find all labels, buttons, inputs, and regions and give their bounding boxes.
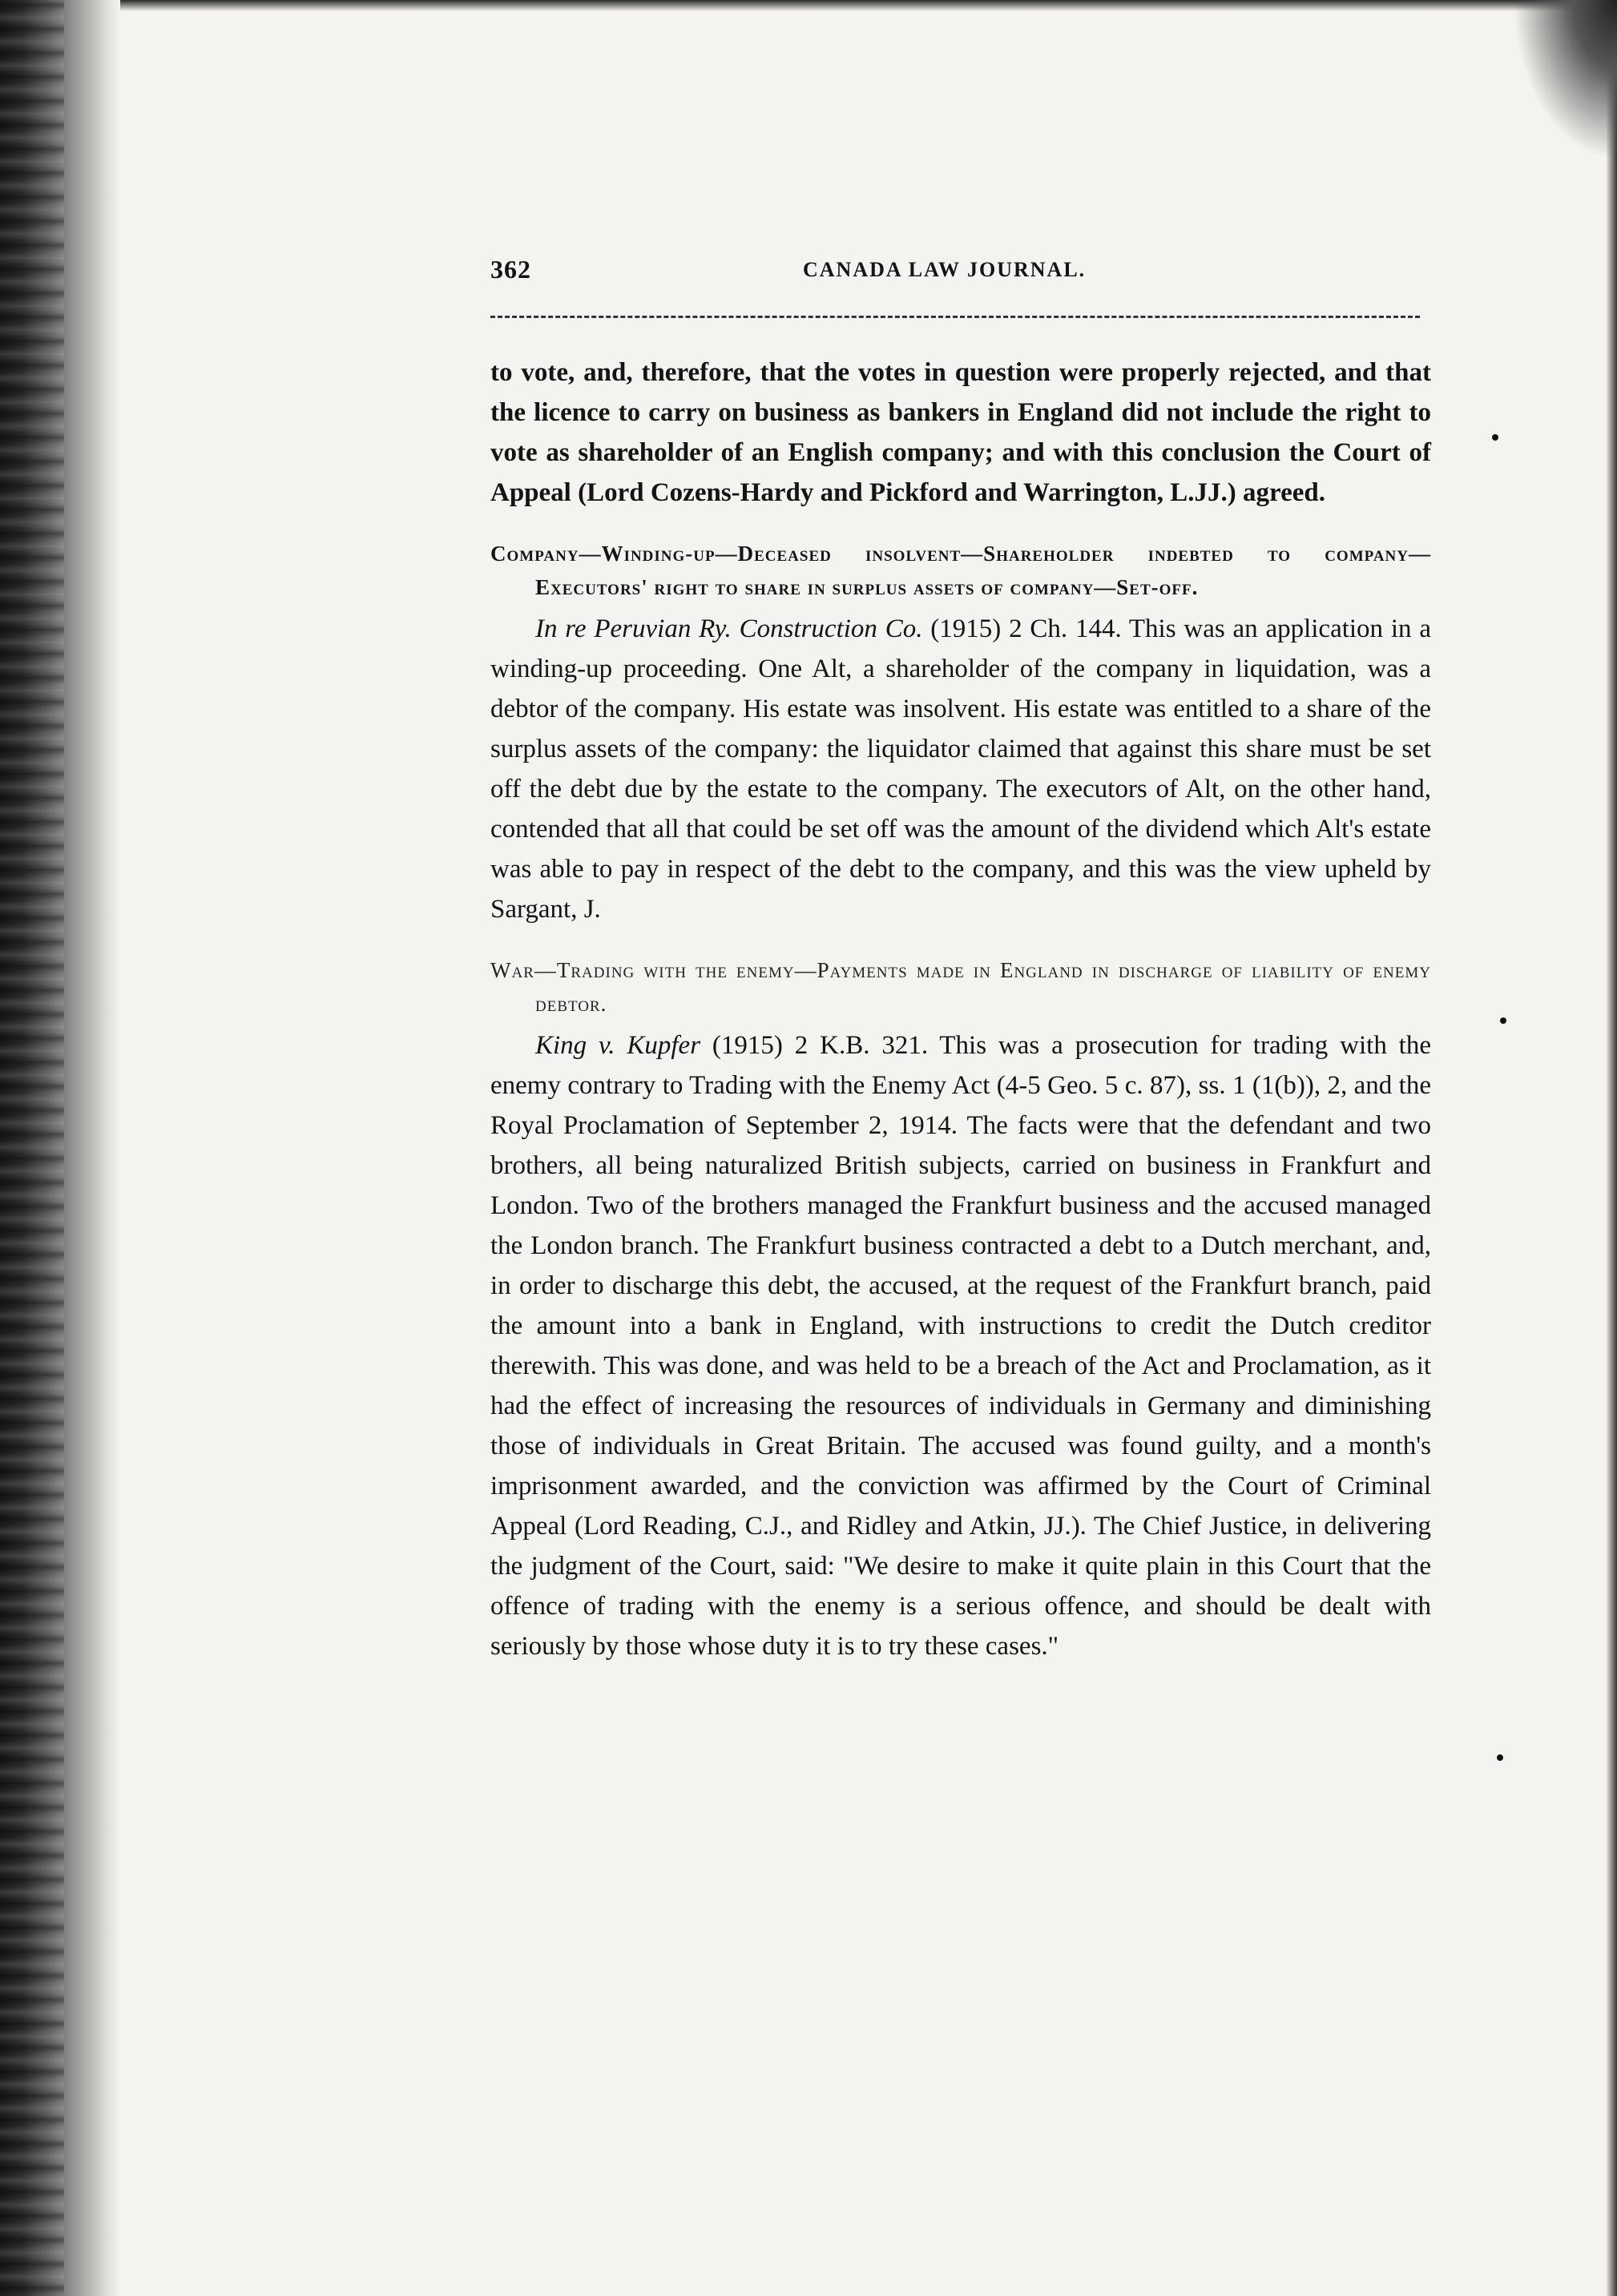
header-rule	[490, 316, 1420, 318]
page-body	[490, 352, 1431, 1666]
case-name: King v. Kupfer	[535, 1031, 701, 1060]
section-heading: War—Trading with the enemy—Payments made in England in discharge of liability of enemy debtor.	[490, 958, 1431, 1016]
scan-right-edge	[1606, 0, 1617, 2296]
scan-top-edge	[120, 0, 1617, 11]
scan-speck	[1497, 1754, 1503, 1761]
case-body: (1915) 2 K.B. 321. This was a prosecution for trading with the enemy contrary to Trading with the Enemy Act (4-5 Geo. 5 c. 87), ss. 1 (1(b)), 2, and the Royal Proclamation of September 2, 1914. The facts were that the defendant and two brothers, all being naturalized British subjects, carried on business in Frankfurt and London. Two of the brothers managed the Frankfurt business and the accused managed the London branch. The Frankfurt business contracted a debt to a Dutch merchant, and, in order to discharge this debt, the accused, at the request of the Frankfurt branch, paid the amount into a bank in England, with instructions to credit the Dutch creditor therewith. This was done, and was held to be a breach of the Act and Proclamation, as it had the effect of increasing the resources of individuals in Germany and diminishing those of individuals in Great Britain. The accused was found guilty, and a month's imprisonment awarded, and the conviction was affirmed by the Court of Criminal Appeal (Lord Reading, C.J., and Ridley and Atkin, JJ.). The Chief Justice, in delivering the judgment of the Court, said: "We desire to make it quite plain in this Court that the offence of trading with the enemy is a serious offence, and should be dealt with seriously by those whose duty it is to try these cases."	[490, 1031, 1432, 1661]
journal-page	[490, 240, 1432, 1661]
journal-title: CANADA LAW JOURNAL.	[803, 258, 1087, 281]
scan-speck	[1492, 434, 1498, 441]
scan-corner-shadow	[1513, 0, 1617, 160]
case-name: In re Peruvian Ry. Construction Co.	[535, 614, 923, 643]
case-section-peruvian	[490, 537, 1431, 929]
page-number: 362	[490, 255, 531, 284]
case-paragraph	[490, 609, 1431, 929]
section-heading: Company—Winding-up—Deceased insolvent—Shareholder indebted to company—Executors' right to share in surplus assets of company—Set-off.	[490, 542, 1431, 599]
scan-binding-edge	[0, 0, 120, 2296]
case-body: (1915) 2 Ch. 144. This was an application in a winding-up proceeding. One Alt, a shareholder of the company in liquidation, was a debtor of the company. His estate was insolvent. His estate was entitled to a share of the surplus assets of the company: the liquidator claimed that against this share must be set off the debt due by the estate to the company. The executors of Alt, on the other hand, contended that all that could be set off was the amount of the dividend which Alt's estate was able to pay in respect of the debt to the company, and this was the view upheld by Sargant, J.	[490, 614, 1431, 924]
case-section-kupfer	[490, 953, 1431, 1666]
case-paragraph	[490, 1025, 1431, 1666]
intro-paragraph: to vote, and, therefore, that the votes in question were properly rejected, and that the licence to carry on business as bankers in England did not include the right to vote as shareholder of an English company; and with this conclusion the Court of Appeal (Lord Cozens-Hardy and Pickford and Warrington, L.JJ.) agreed.	[490, 358, 1431, 507]
scan-speck	[1500, 1017, 1506, 1024]
running-head	[490, 240, 1431, 288]
